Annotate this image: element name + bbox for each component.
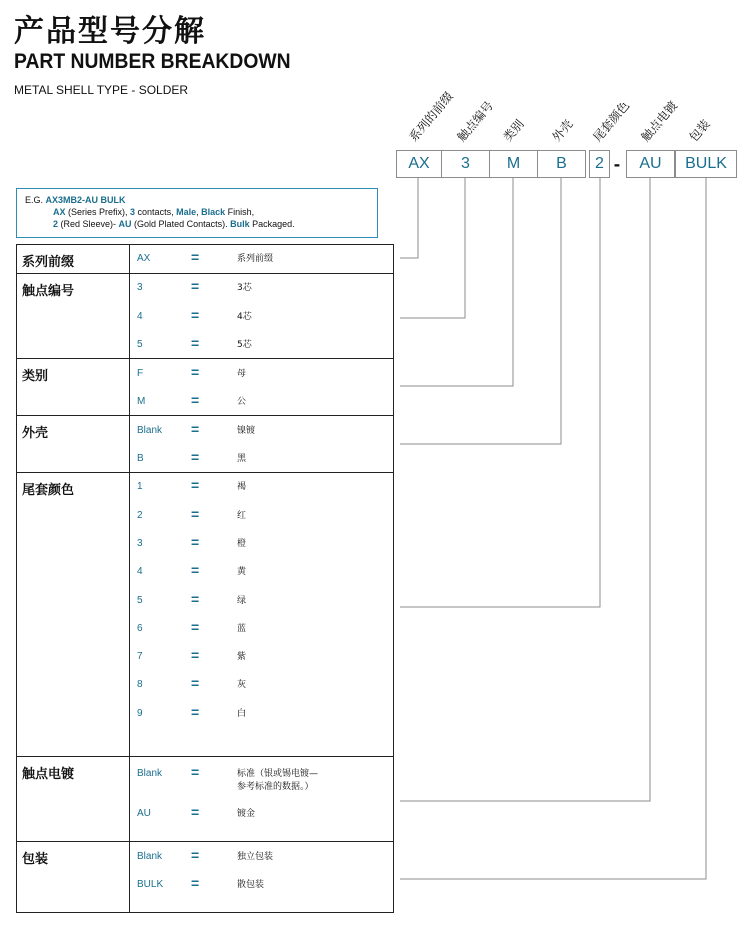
row-code: Blank [137,425,163,436]
example-black: Black [201,207,226,217]
equals-sign: = [191,307,200,323]
equals-sign: = [191,392,200,408]
example-male: Male [176,207,197,217]
code-box-plating: AU [626,150,675,178]
equals-sign: = [191,477,200,493]
equals-sign: = [191,421,200,437]
equals-sign: = [191,534,200,550]
segment-label-shell: 外壳 [549,116,576,145]
section-title: 类别 [22,369,49,384]
row-code: BULK [137,879,164,890]
equals-sign: = [191,764,200,780]
section-title: 触点电镀 [22,767,75,782]
row-desc: 独立包装 [237,852,274,862]
row-code: 7 [137,651,143,662]
equals-sign: = [191,675,200,691]
row-desc: 黑 [237,454,247,464]
segment-label-sleeve-color: 尾套颜色 [590,98,633,145]
row-desc: 绿 [237,596,247,606]
example-text: Packaged. [249,219,295,229]
code-box-shell: B [537,150,586,178]
row-code: Blank [137,768,163,779]
code-box-series-prefix: AX [396,150,442,178]
example-au: AU [118,219,132,229]
page-title: 产品型号分解 [14,14,206,49]
connector-packaging [400,178,706,879]
example-ax: AX [53,207,66,217]
row-code: 2 [137,510,143,521]
section-title: 尾套颜色 [22,483,75,498]
equals-sign: = [191,562,200,578]
row-code: 9 [137,708,143,719]
row-code: M [137,396,146,407]
row-desc: 系列前缀 [237,254,274,264]
row-code: 5 [137,339,143,350]
example-part-number: AX3MB2-AU BULK [45,195,126,205]
row-desc: 公 [237,397,247,407]
segment-label-contacts: 触点编号 [454,98,497,145]
row-code: F [137,368,144,379]
example-text: Finish, [225,207,255,217]
row-desc: 镀金 [237,809,256,819]
connector-type [400,178,513,386]
row-desc: 褐 [237,482,247,492]
row-desc: 4芯 [237,312,252,322]
row-desc: 灰 [237,680,247,690]
section-title: 外壳 [22,426,49,441]
row-desc: 母 [237,369,247,379]
equals-sign: = [191,847,200,863]
row-desc: 散包装 [237,880,265,890]
section-title: 触点编号 [22,284,75,299]
example-text: (Series Prefix), [65,207,131,217]
segment-label-series-prefix: 系列的前缀 [406,89,456,145]
code-box-type: M [489,150,538,178]
connector-series-prefix [400,178,418,258]
page-title-english: PART NUMBER BREAKDOWN [14,50,291,73]
row-code: AU [137,808,151,819]
row-code: 5 [137,595,143,606]
example-text: (Red Sleeve)- [58,219,119,229]
row-code: 6 [137,623,143,634]
example-text: , [196,207,202,217]
row-code: 3 [137,282,143,293]
example-text: (Gold Plated Contacts). [131,219,231,229]
row-desc: 3芯 [237,283,252,293]
connector-shell [400,178,561,444]
row-desc: 标准（银或锡电镀— 参考标准的数据。） [237,769,319,792]
code-dash: - [613,154,621,174]
page-subtitle: METAL SHELL TYPE - SOLDER [14,83,189,97]
connector-sleeve-color [400,178,600,607]
segment-label-packaging: 包装 [686,116,713,145]
equals-sign: = [191,364,200,380]
row-code: 1 [137,481,143,492]
section-title: 包装 [22,852,49,867]
row-desc: 红 [237,511,247,521]
equals-sign: = [191,506,200,522]
row-desc: 白 [237,709,247,719]
connector-contacts [400,178,465,318]
example-3: 3 [130,207,136,217]
row-desc: 黄 [237,567,247,577]
equals-sign: = [191,335,200,351]
row-code: 4 [137,311,143,322]
example-bulk: Bulk [230,219,250,229]
example-prefix: E.G. [25,195,44,205]
code-box-contacts: 3 [441,150,490,178]
row-code: B [137,453,144,464]
row-code: AX [137,253,151,264]
row-desc: 镍镀 [237,426,256,436]
row-desc: 橙 [237,539,247,549]
equals-sign: = [191,278,200,294]
example-2: 2 [53,219,59,229]
row-code: 3 [137,538,143,549]
connector-plating [400,178,650,801]
row-desc: 蓝 [237,624,247,634]
code-box-packaging: BULK [675,150,737,178]
code-box-sleeve-color: 2 [589,150,610,178]
equals-sign: = [191,875,200,891]
row-code: Blank [137,851,163,862]
equals-sign: = [191,449,200,465]
row-code: 4 [137,566,143,577]
equals-sign: = [191,249,200,265]
row-desc: 5芯 [237,340,252,350]
row-code: 8 [137,679,143,690]
equals-sign: = [191,619,200,635]
example-text: contacts, [135,207,177,217]
section-title: 系列前缀 [22,255,75,270]
equals-sign: = [191,647,200,663]
equals-sign: = [191,704,200,720]
equals-sign: = [191,591,200,607]
equals-sign: = [191,804,200,820]
row-desc: 紫 [237,652,247,662]
segment-label-plating: 触点电镀 [638,98,681,145]
segment-label-type: 类别 [500,116,527,145]
